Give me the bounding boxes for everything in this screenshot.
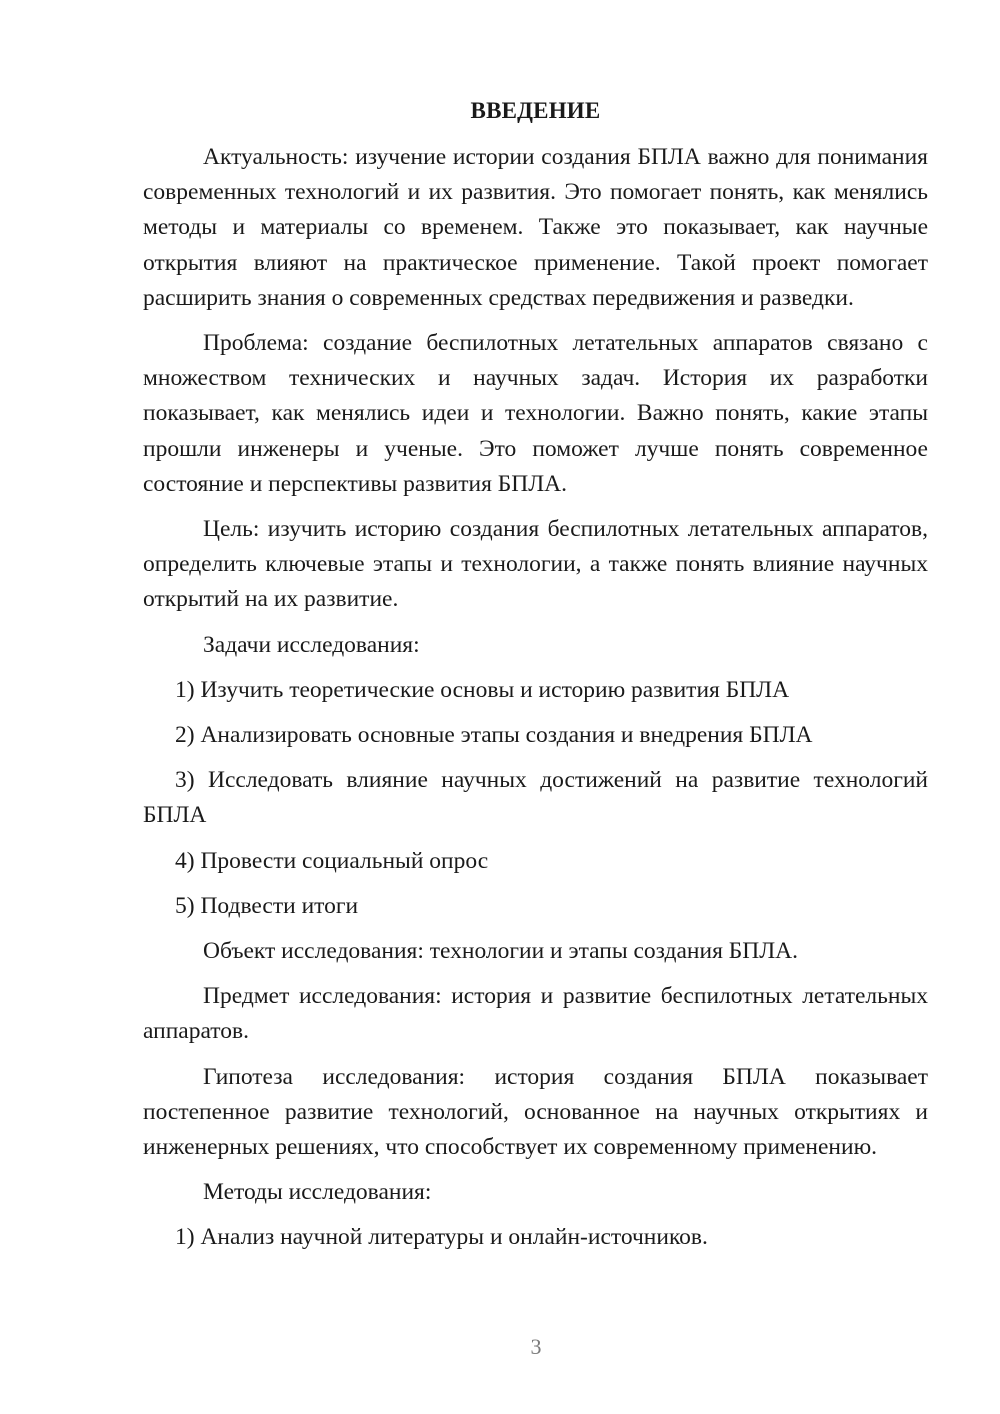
paragraph-object: Объект исследования: технологии и этапы создания БПЛА. — [203, 938, 799, 965]
paragraph-hypothesis: Гипотеза исследования: история создания БПЛА показывает постепенное развитие технологий, основанное на научных открытиях и инженерных решениях, что способствует их современному применению. — [143, 1063, 928, 1161]
paragraph-problem: Проблема: создание беспилотных летательных аппаратов связано с множеством технических и научных задач. История их разработки показывает, как менялись идеи и технологии. Важно понять, какие этапы прошли инженеры и ученые. Это поможет лучше понять современное состояние и перспективы развития БПЛА. — [143, 330, 928, 497]
paragraph-relevance: Актуальность: изучение истории создания БПЛА важно для понимания современных технологий и их развития. Это помогает понять, как менялись методы и материалы со временем. Также это показывает, как научные открытия влияют на практическое применение. Такой проект помогает расширить знания о современных средствах передвижения и разведки. — [143, 144, 928, 311]
section-title: ВВЕДЕНИЕ — [470, 98, 601, 123]
tasks-heading: Задачи исследования: — [203, 631, 420, 658]
methods-heading: Методы исследования: — [203, 1179, 432, 1206]
task-item-5: 5) Подвести итоги — [175, 892, 359, 919]
document-body — [143, 96, 928, 1266]
paragraph-goal: Цель: изучить историю создания беспилотных летательных аппаратов, определить ключевые этапы и технологии, а также понять влияние научных открытий на их развитие. — [143, 516, 928, 613]
task-item-4: 4) Провести социальный опрос — [175, 847, 489, 874]
task-item-1: 1) Изучить теоретические основы и историю развития БПЛА — [175, 676, 790, 703]
page-number: 3 — [530, 1334, 542, 1359]
paragraph-subject: Предмет исследования: история и развитие беспилотных летательных аппаратов. — [143, 983, 928, 1045]
task-item-3: 3) Исследовать влияние научных достижений на развитие технологий БПЛА — [143, 767, 928, 829]
task-item-2: 2) Анализировать основные этапы создания и внедрения БПЛА — [175, 722, 813, 749]
method-item-1: 1) Анализ научной литературы и онлайн-источников. — [175, 1224, 708, 1251]
